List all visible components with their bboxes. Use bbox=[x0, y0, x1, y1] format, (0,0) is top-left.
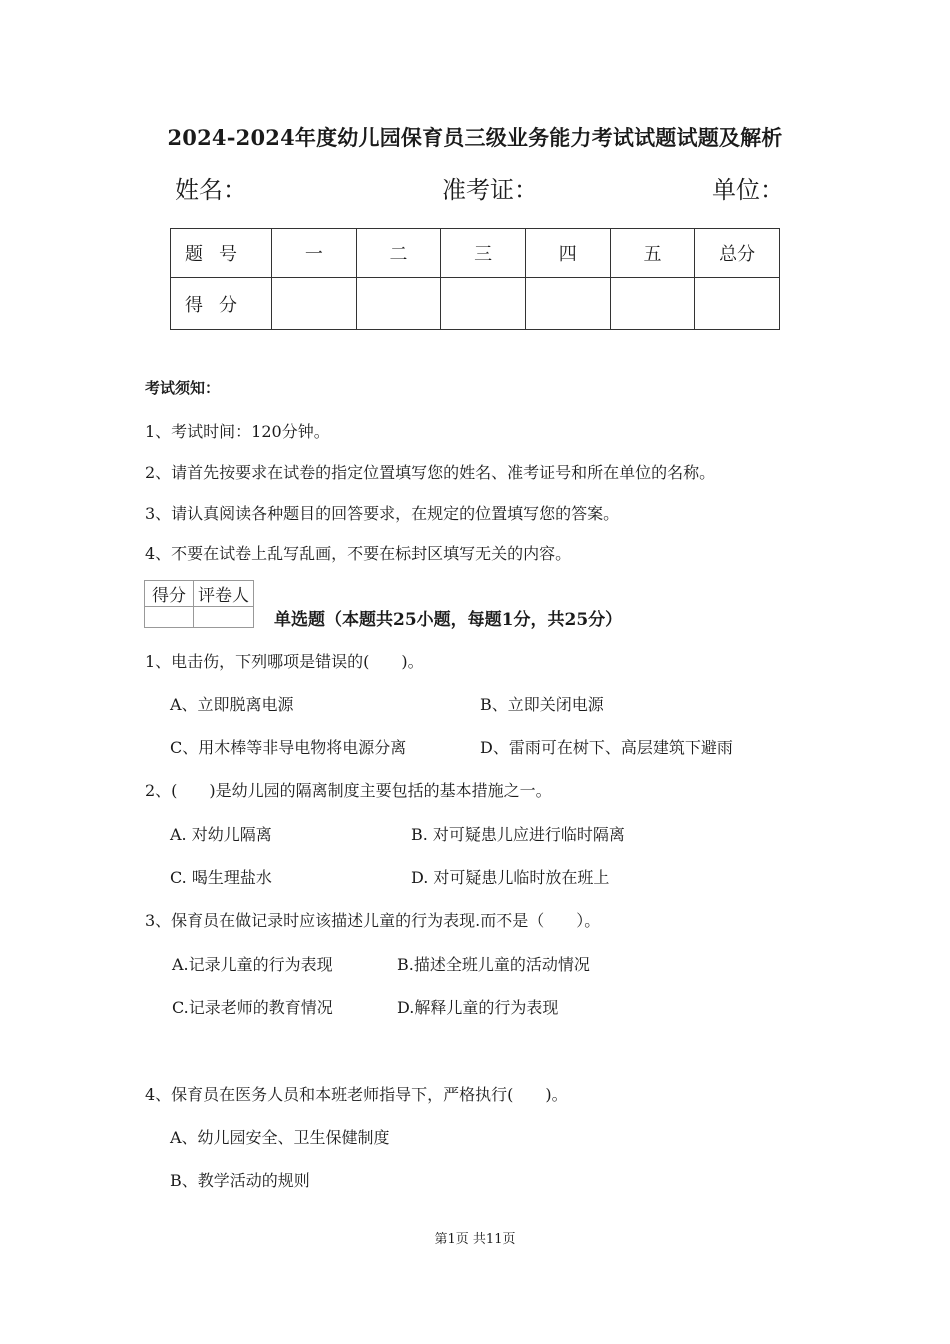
unit-field-label: 单位： bbox=[712, 176, 784, 204]
question-option[interactable]: A.记录儿童的行为表现 bbox=[172, 955, 333, 974]
question-option[interactable]: B. 对可疑患儿应进行临时隔离 bbox=[411, 825, 625, 844]
score-column-4: 四 bbox=[525, 229, 610, 278]
grader-reviewer-cell[interactable] bbox=[194, 607, 254, 628]
score-table-score-row bbox=[171, 278, 780, 330]
notice-item: 3、请认真阅读各种题目的回答要求，在规定的位置填写您的答案。 bbox=[145, 504, 620, 523]
score-table bbox=[170, 228, 780, 330]
question-option[interactable]: C. 喝生理盐水 bbox=[170, 868, 272, 887]
score-table-header-row bbox=[171, 229, 780, 278]
score-cell-2[interactable] bbox=[356, 278, 441, 330]
notice-item: 2、请首先按要求在试卷的指定位置填写您的姓名、准考证号和所在单位的名称。 bbox=[145, 463, 716, 482]
question-stem: 3、保育员在做记录时应该描述儿童的行为表现.而不是（ ）。 bbox=[145, 911, 601, 930]
notice-item: 1、考试时间：120分钟。 bbox=[145, 422, 330, 441]
section-heading: 单选题（本题共25小题，每题1分，共25分） bbox=[274, 610, 623, 630]
score-cell-4[interactable] bbox=[525, 278, 610, 330]
question-option[interactable]: A、立即脱离电源 bbox=[170, 695, 294, 714]
question-option[interactable]: C、用木棒等非导电物将电源分离 bbox=[170, 738, 407, 757]
name-field-label: 姓名： bbox=[175, 176, 247, 204]
page-footer: 第1页 共11页 bbox=[434, 1232, 516, 1247]
score-column-1: 一 bbox=[272, 229, 357, 278]
grader-score-cell[interactable] bbox=[145, 607, 194, 628]
notice-item: 4、不要在试卷上乱写乱画，不要在标封区填写无关的内容。 bbox=[145, 544, 572, 563]
score-cell-total[interactable] bbox=[695, 278, 780, 330]
question-option[interactable]: D、雷雨可在树下、高层建筑下避雨 bbox=[480, 738, 733, 757]
score-column-3: 三 bbox=[441, 229, 526, 278]
question-number-label: 题号 bbox=[171, 229, 272, 278]
question-option[interactable]: B.描述全班儿童的活动情况 bbox=[397, 955, 590, 974]
score-cell-1[interactable] bbox=[272, 278, 357, 330]
question-option[interactable]: C.记录老师的教育情况 bbox=[172, 998, 333, 1017]
question-stem: 4、保育员在医务人员和本班老师指导下，严格执行( )。 bbox=[145, 1085, 568, 1104]
score-cell-5[interactable] bbox=[610, 278, 695, 330]
question-option[interactable]: B、立即关闭电源 bbox=[480, 695, 604, 714]
question-stem: 2、( )是幼儿园的隔离制度主要包括的基本措施之一。 bbox=[145, 781, 552, 800]
document-title: 2024-2024年度幼儿园保育员三级业务能力考试试题试题及解析 bbox=[167, 125, 783, 150]
question-option[interactable]: D. 对可疑患儿临时放在班上 bbox=[411, 868, 610, 887]
score-column-2: 二 bbox=[356, 229, 441, 278]
question-option[interactable]: B、教学活动的规则 bbox=[170, 1171, 310, 1190]
grader-score-label: 得分 bbox=[145, 581, 194, 607]
question-option[interactable]: A、幼儿园安全、卫生保健制度 bbox=[170, 1128, 390, 1147]
question-option[interactable]: A. 对幼儿隔离 bbox=[170, 825, 272, 844]
grader-box bbox=[144, 580, 254, 628]
question-option[interactable]: D.解释儿童的行为表现 bbox=[397, 998, 559, 1017]
score-cell-3[interactable] bbox=[441, 278, 526, 330]
score-row-label: 得分 bbox=[171, 278, 272, 330]
grader-reviewer-label: 评卷人 bbox=[194, 581, 254, 607]
ticket-field-label: 准考证： bbox=[442, 176, 538, 204]
score-column-total: 总分 bbox=[695, 229, 780, 278]
question-stem: 1、电击伤，下列哪项是错误的( )。 bbox=[145, 652, 424, 671]
score-column-5: 五 bbox=[610, 229, 695, 278]
notice-heading: 考试须知： bbox=[145, 379, 221, 397]
